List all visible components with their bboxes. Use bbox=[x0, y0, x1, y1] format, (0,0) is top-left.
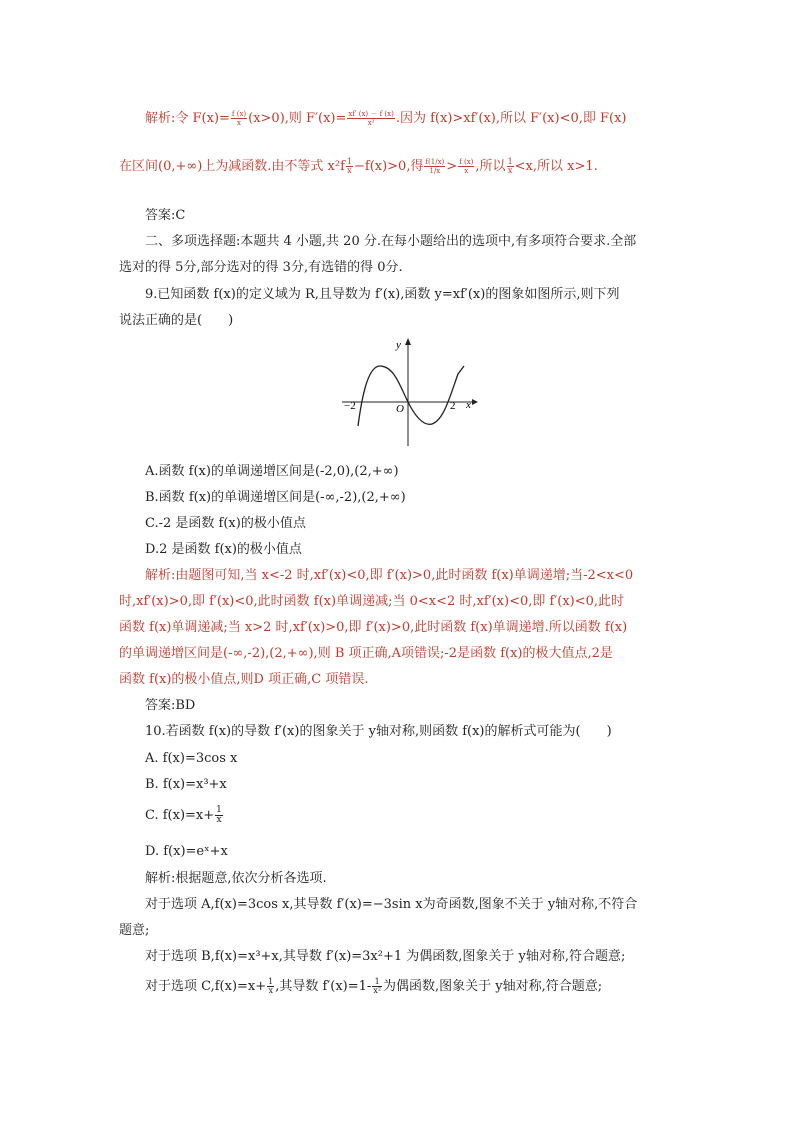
q9-option-d: D.2 是函数 f(x)的极小值点 bbox=[145, 542, 302, 557]
sol9-line3: 函数 f(x)单调递减;当 x>2 时,xf′(x)>0,即 f′(x)>0,此时函数 f(x)单调递增.所以函数 f(x) bbox=[119, 620, 628, 635]
tick-2: 2 bbox=[450, 400, 456, 412]
sol10-a-line2: 题意; bbox=[119, 923, 150, 938]
sol8-frac-1-over-x: $\frac{1}{x}$ bbox=[346, 157, 352, 175]
sol10-intro: 解析:根据题意,依次分析各选项. bbox=[145, 871, 327, 886]
sol10-c-a: 对于选项 C,f(x)=x+ bbox=[145, 979, 267, 994]
q10-option-c-frac: $\frac{1}{x}$ bbox=[216, 805, 222, 825]
sol8-ineq-b: −f(x)>0,得 bbox=[353, 159, 424, 174]
q10-option-c-text: C. f(x)=x+ bbox=[145, 808, 215, 823]
sol10-a-line1: 对于选项 A,f(x)=3cos x,其导数 f′(x)=−3sin x为奇函数,图象不关于 y轴对称,不符合 bbox=[145, 897, 638, 912]
q10-option-a: A. f(x)=3cos x bbox=[145, 751, 238, 766]
sol8-line1 bbox=[145, 110, 627, 128]
q10-option-d: D. f(x)=eˣ+x bbox=[145, 844, 228, 859]
sol8-gt: > bbox=[446, 159, 458, 174]
sol8-frac-1x: $\frac{1}{x}$ bbox=[507, 157, 513, 175]
sol9-line2: 时,xf′(x)>0,即 f′(x)<0,此时函数 f(x)单调递减;当 0<x<2 时,xf′(x)<0,即 f′(x)<0,此时 bbox=[119, 594, 625, 609]
q9-option-b: B.函数 f(x)的单调递增区间是(-∞,-2),(2,+∞) bbox=[145, 490, 406, 505]
sol8-so: ,所以 bbox=[475, 159, 506, 174]
sol8-frac-derivative: $\frac{xf' (x) - f (x)}{\text{x²}}$ bbox=[348, 110, 394, 127]
sol8-frac-fx-x: $\frac{f (x)}{x}$ bbox=[459, 158, 474, 175]
q9-stem-line1: 9.已知函数 f(x)的定义域为 R,且导数为 f′(x),函数 y=xf′(x)的图象如图所示,则下列 bbox=[145, 287, 620, 302]
section-heading-line1: 二、多项选择题:本题共 4 小题,共 20 分.在每小题给出的选项中,有多项符合要求.全部 bbox=[145, 234, 637, 249]
sol8-frac-f1x: $\frac{f(1/x)}{1/x}$ bbox=[425, 158, 445, 175]
sol8-conclusion: <x,所以 x>1. bbox=[514, 159, 598, 174]
sol10-c-b: ,其导数 f′(x)=1- bbox=[275, 979, 372, 994]
q10-option-c bbox=[145, 806, 224, 825]
sol10-c-c: 为偶函数,图象关于 y轴对称,符合题意; bbox=[383, 979, 603, 994]
sol10-c bbox=[145, 978, 602, 996]
q9-graph bbox=[340, 336, 480, 448]
sol8-ineq-a: 在区间(0,+∞)上为减函数.由不等式 x²f bbox=[119, 159, 345, 174]
tick-neg2: −2 bbox=[344, 400, 356, 412]
q9-stem-line2: 说法正确的是( ) bbox=[119, 313, 234, 328]
answer-9: 答案:BD bbox=[145, 698, 196, 713]
origin-label: O bbox=[396, 403, 404, 415]
sol8-cond: (x>0),则 F′(x)= bbox=[248, 111, 347, 126]
sol8-reason: .因为 f(x)>xf′(x),所以 F′(x)<0,即 F(x) bbox=[395, 111, 627, 126]
y-axis-arrow bbox=[405, 338, 411, 345]
sol8-line2 bbox=[119, 158, 598, 176]
x-label: x bbox=[466, 399, 471, 411]
sol8-frac-fx-over-x: $\frac{f (x)}{x}$ bbox=[231, 110, 247, 127]
section-heading-line2: 选对的得 5分,部分选对的得 3分,有选错的得 0分. bbox=[119, 260, 403, 275]
x-axis-arrow bbox=[472, 399, 478, 405]
sol9-line5: 函数 f(x)的极小值点,则D 项正确,C 项错误. bbox=[119, 672, 369, 687]
sol9-line1: 解析:由题图可知,当 x<-2 时,xf′(x)<0,即 f′(x)>0,此时函数 f(x)单调递增;当-2<x<0 bbox=[145, 568, 634, 583]
curve-xf-prime bbox=[358, 366, 464, 426]
q10-option-b: B. f(x)=x³+x bbox=[145, 777, 227, 792]
sol9-line4: 的单调递增区间是(-∞,-2),(2,+∞),则 B 项正确,A项错误;-2是函数 f(x)的极大值点,2是 bbox=[119, 646, 613, 661]
sol10-c-frac2: $\frac{1}{\text{x²}}$ bbox=[373, 977, 382, 995]
y-label: y bbox=[396, 339, 401, 351]
sol10-c-frac1: $\frac{1}{x}$ bbox=[268, 977, 274, 995]
q9-option-c: C.-2 是函数 f(x)的极小值点 bbox=[145, 516, 306, 531]
answer-8: 答案:C bbox=[145, 208, 186, 223]
sol10-b: 对于选项 B,f(x)=x³+x,其导数 f′(x)=3x²+1 为偶函数,图象关于 y轴对称,符合题意; bbox=[145, 949, 626, 964]
sol8-label: 解析:令 bbox=[145, 111, 193, 126]
sol8-F-def: F(x)= bbox=[192, 111, 230, 126]
q10-stem: 10.若函数 f(x)的导数 f′(x)的图象关于 y轴对称,则函数 f(x)的解析式可能为( ) bbox=[145, 724, 612, 739]
q9-option-a: A.函数 f(x)的单调递增区间是(-2,0),(2,+∞) bbox=[145, 464, 399, 479]
